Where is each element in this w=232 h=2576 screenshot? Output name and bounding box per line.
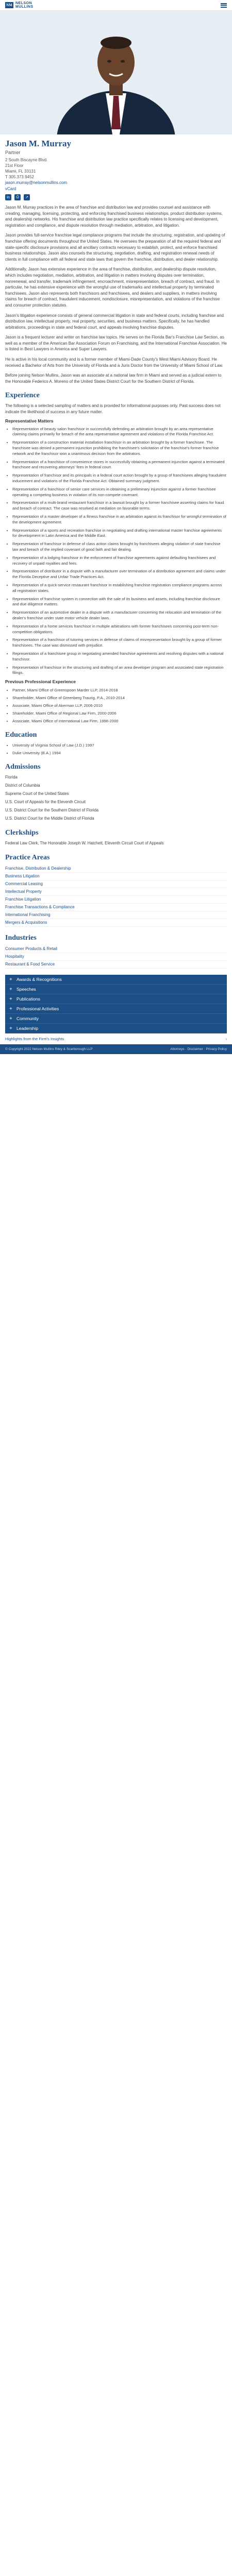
bio-paragraph: Jason M. Murray practices in the area of franchise and distribution law and provides counsel and assistance with creating, managing, licensing, protecting, and enforcing franchised business relationships, product distribution systems, and dealership networks. His franchise and distribution law practice specifically relates to licensing and development, registration and compliance, and dispute resolution through mediation, arbitration, and litigation. [5,205,223,228]
practice-areas-list [5,865,227,927]
accordion-publications[interactable] [5,994,227,1004]
industries-heading: Industries [5,934,37,942]
list-item: • Representation of a lodging franchisor in the enforcement of franchise agreements against defaulting franchisees and recovery of unpaid royalties and fees. [12,555,227,567]
list-item: U.S. District Court for the Southern District of Florida [5,808,99,813]
bio-paragraph: Additionally, Jason has extensive experience in the area of franchise, distribution, and dealership dispute resolution, which includes negotiation, mediation, arbitration, and litigation in matters involving disputes over termination, nonrenewal, and transfer, trademark infringement, encroachment, misrepresentation, breach of contract, and fraud. In particular, he has extensive experience with the wrongful use of trademarks and intellectual property by terminated franchisees. Jason also represents both franchisors and franchisees, and dealers and suppliers, in matters involving claims for breach of contract, fraudulent inducement, nondisclosure, misrepresentation, and violations of the franchise and consumer protection statutes. [5,267,220,308]
practice-areas-section [5,854,227,927]
share-icon[interactable]: ↗ [24,194,30,200]
list-item: District of Columbia [5,783,40,788]
list-item: • Shareholder, Miami Office of Regional Law Firm, 2000-2006 [12,710,227,716]
list-item: • Representation of franchisor in the structuring and drafting of an area developer program and associated state registration filings. [12,665,227,676]
list-item: U.S. Court of Appeals for the Eleventh Circuit [5,800,86,805]
list-item: • Partner, Miami Office of Greenspoon Marder LLP, 2014-2018 [12,687,227,693]
industry-link[interactable]: Restaurant & Food Service [5,961,227,969]
list-item: • Associate, Miami Office of Akerman LLP, 2006-2010 [12,703,227,708]
list-item: • Representation of a franchisee group in negotiating amended franchise agreements and resolving disputes with a national franchisor. [12,651,227,663]
attorney-photo [0,11,232,134]
vcard-link[interactable]: vCard [5,187,16,191]
experience-intro: The following is a selected sampling of matters and is provided for informational purposes only. Past success does not indicate the likelihood of success in any future matter. [5,403,221,415]
practice-areas-heading: Practice Areas [5,854,50,862]
education-section [5,731,227,756]
practice-area-link[interactable]: International Franchising [5,911,227,919]
accordion-label: Leadership [16,1026,39,1031]
firm-logo[interactable] [5,2,34,9]
bio-paragraph: Jason's litigation experience consists of general commercial litigation in state and federal courts, including franchise and distribution law, intellectual property, real property, securities, and business matters. Specifically, he has handled arbitrations, proceedings in state and federal court, and appeals involving franchise disputes. [5,313,224,330]
list-item: Federal Law Clerk, The Honorable Joseph W. Hatchett, Eleventh Circuit Court of Appeals [5,841,164,846]
representative-matters-heading: Representative Matters [5,418,54,423]
profile-content [0,134,232,1041]
admissions-section [5,763,227,822]
accordion-awards[interactable] [5,975,227,985]
clerkships-heading: Clerkships [5,829,39,837]
admissions-list [5,774,227,822]
accordion-label: Awards & Recognitions [16,977,62,982]
bio-section [5,205,227,384]
clerkships-list [5,840,227,846]
industries-section [5,934,227,969]
plus-icon: + [9,1006,12,1012]
insights-label: Highlights from the Firm's Insights [5,1037,64,1042]
list-item: • Representation of a multi-brand restaurant franchisor in a lawsuit brought by a former franchisee asserting claims for fraud and breach of contract. The case was resolved at mediation on favorable terms. [12,500,227,512]
bio-paragraph: Jason provides full-service franchise legal compliance programs that include the structuring, registration, and updating of franchise offering documents throughout the United States. He oversees the preparation of all the required federal and state-specific disclosure provisions and all ancillary contracts necessary to establish, protect, and enforce franchised business relationships. Jason also counsels the structuring, negotiation, drafting, and registration renewal needs of clients in full compliance with all federal and state laws that govern the franchise, distribution, and dealer relationship. [5,233,225,262]
contact-block [5,157,227,185]
chevron-right-icon: › [225,1037,227,1042]
education-list [5,742,227,756]
previous-experience-list [5,687,227,724]
list-item: • Representation of franchisor and its principals in a federal court action brought by a group of franchisees alleging fraudulent inducement and violations of the Florida Franchise Act. Obtained summary judgment. [12,473,227,484]
list-item: Florida [5,775,18,780]
accordion-label: Speeches [16,987,36,992]
bio-paragraph: Before joining Nelson Mullins, Jason was an associate at a national law firm in Miami and served as a judicial extern to the Honorable Federico A. Moreno of the United States District Court for the Southern District of Florida. [5,373,222,384]
accordion-leadership[interactable] [5,1024,227,1033]
list-item: • Representation of beauty salon franchisor in successfully defending an arbitration brought by an area representative claiming claims primarily for breach of the area representative agreement and violations of the Florida Franchise Act. [12,427,227,438]
accordion-speeches[interactable] [5,985,227,994]
list-item: • Representation of an automotive dealer in a dispute with a manufacturer concerning the relocation and termination of the dealer's franchise under state motor vehicle dealer laws. [12,610,227,621]
practice-area-link[interactable]: Franchise, Distribution & Dealership [5,865,227,873]
bio-paragraph: Jason is a frequent lecturer and writer on franchise law topics. He serves on the Florida Bar's Franchise Law Section, as well as a member of the American Bar Association Forum on Franchising, and the International Franchise Association. He is listed in Best Lawyers in America and Super Lawyers. [5,335,227,352]
practice-area-link[interactable]: Mergers & Acquisitions [5,919,227,927]
site-header [0,0,232,11]
list-item: • Representation of a franchisor of convenience stores in successfully obtaining a permanent injunction against a terminated franchisee and recovering attorneys' fees in federal court. [12,460,227,471]
experience-heading: Experience [5,392,40,400]
plus-icon: + [9,986,12,992]
attorney-name: Jason M. Murray [5,139,71,148]
accordion-label: Community [16,1016,39,1022]
list-item: • Representation of a construction material installation franchisor in an arbitration brought by a former franchisee. The franchisee was denied a permanent injunction prohibiting the franchisee's solicitation of the franchise's former franchise network and the franchisor won a unanimous decision from the arbitrators. [12,440,227,456]
logo-mark: NM [5,2,13,8]
insights-highlight[interactable] [5,1037,227,1041]
address-line-1: 2 South Biscayne Blvd. [5,158,48,162]
linkedin-icon[interactable]: in [5,194,11,200]
print-icon[interactable]: ⎙ [14,194,21,200]
list-item: • Representation of a franchisor of senior care services in obtaining a preliminary injunction against a former franchisee operating a competing business in violation of its non-compete covenant. [12,487,227,498]
plus-icon: + [9,1025,12,1031]
list-item: U.S. District Court for the Middle District of Florida [5,816,94,821]
representative-matters-list [5,427,227,676]
list-item: • Representation of a quick-service restaurant franchisor in establishing franchise registration compliance programs across all registration states. [12,583,227,594]
plus-icon: + [9,976,12,982]
accordion-community[interactable] [5,1014,227,1024]
address-line-2: 21st Floor [5,163,24,168]
accordion-label: Publications [16,996,40,1002]
list-item: • Representation of franchise system in connection with the sale of its business and assets, including franchise disclosure and due diligence matters. [12,597,227,608]
copyright-text: © Copyright 2022 Nelson Mullins Riley & Scarborough LLP [5,1047,93,1052]
industry-link[interactable]: Hospitality [5,953,227,961]
list-item: • Shareholder, Miami Office of Greenberg Traurig, P.A., 2010-2014 [12,695,227,701]
hamburger-menu-icon[interactable] [221,3,227,8]
practice-area-link[interactable]: Intellectual Property [5,888,227,896]
previous-experience-heading: Previous Professional Experience [5,679,76,685]
list-item: • Duke University (B.A.) 1994 [12,750,227,756]
attorney-title: Partner [5,150,21,155]
footer-links[interactable]: Attorneys · Disclaimer · Privacy Policy [170,1047,227,1052]
list-item: • Representation of a sports and recreation franchise in negotiating and drafting international master franchise agreements for development in Latin America and the Middle East. [12,528,227,539]
practice-area-link[interactable]: Franchise Litigation [5,896,227,904]
list-item: • Representation of distributor in a dispute with a manufacturer over termination of a distribution agreement and claims under the Florida Deceptive and Unfair Trade Practices Act. [12,569,227,580]
social-links [5,194,227,200]
list-item: • Representation of franchisor in defense of class action claims brought by franchisees alleging violation of state franchise law and breach of the implied covenant of good faith and fair dealing. [12,541,227,553]
practice-area-link[interactable]: Business Litigation [5,873,227,880]
admissions-heading: Admissions [5,763,41,771]
plus-icon: + [9,1015,12,1022]
practice-area-link[interactable]: Franchise Transactions & Compliance [5,904,227,911]
education-heading: Education [5,731,37,739]
accordion-section [5,975,227,1033]
bio-paragraph: He is active in his local community and is a former member of Miami-Dade County's West Miami Advisory Board. He received a Bachelor of Arts from the University of Florida and a Juris Doctor from the University of Miami School of Law. [5,357,223,368]
list-item: • Associate, Miami Office of International Law Firm, 1998-2000 [12,718,227,724]
phone-number[interactable]: T 305.373.9452 [5,175,34,179]
experience-section [5,392,227,724]
accordion-professional-activities[interactable] [5,1004,227,1014]
site-footer [0,1044,232,1054]
logo-text: NELSON MULLINS [15,2,34,9]
address-line-3: Miami, FL 33131 [5,169,36,174]
list-item: • Representation of a home services franchisor in multiple arbitrations with former franchisees concerning post-term non-competition obligations. [12,624,227,635]
accordion-label: Professional Activities [16,1006,59,1012]
practice-area-link[interactable]: Commercial Leasing [5,880,227,888]
list-item: • Representation of a master developer of a fitness franchise in an arbitration against its franchisor for wrongful termination of the development agreement. [12,514,227,526]
list-item: • Representation of a franchisor of tutoring services in defense of claims of misrepresentation brought by a group of former franchisees. The case was dismissed with prejudice. [12,637,227,649]
industry-link[interactable]: Consumer Products & Retail [5,945,227,953]
email-link[interactable]: jason.murray@nelsonmullins.com [5,180,68,185]
plus-icon: + [9,996,12,1002]
list-item: • University of Virginia School of Law (J.D.) 1997 [12,742,227,748]
clerkships-section [5,829,227,846]
industries-list [5,945,227,969]
list-item: Supreme Court of the United States [5,791,69,796]
